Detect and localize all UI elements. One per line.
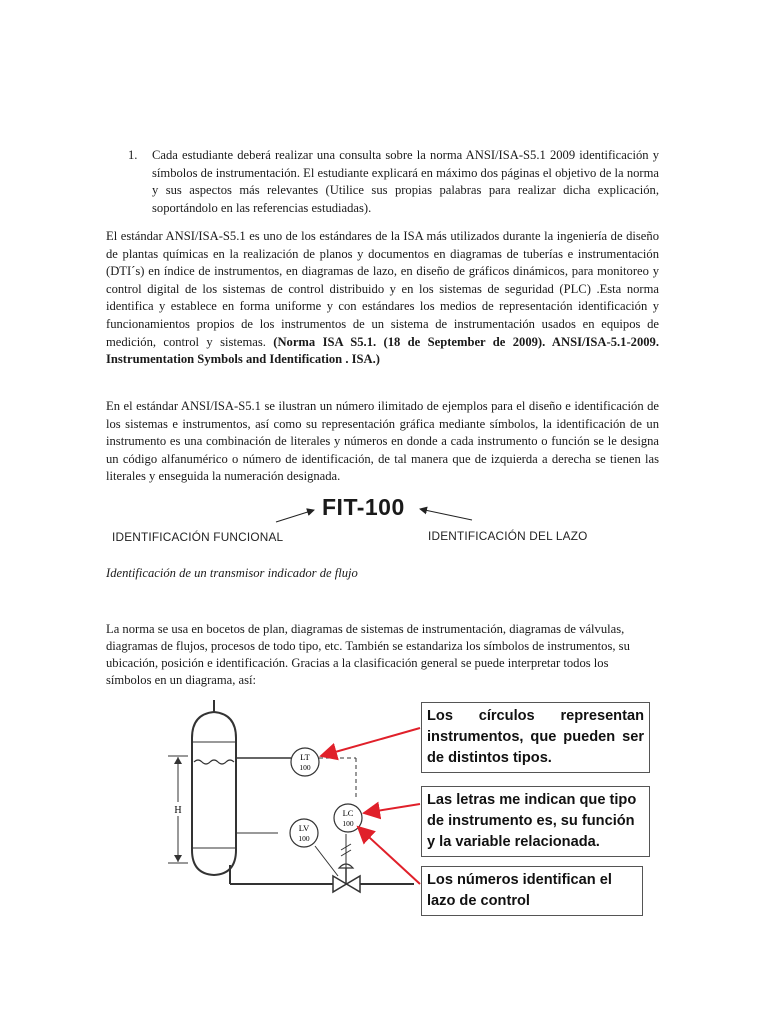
citation: (Norma ISA S5.1. (18 de September de 2009). ANSI/ISA-5.1-2009. Instrumentation Symbols and Identification . ISA.) [106, 334, 659, 367]
list-item-text: Cada estudiante deberá realizar una consulta sobre la norma ANSI/ISA-S5.1 2009 identificación y símbolos de instrumentación. El estudiante explicará en máximo dos páginas el objetivo de la norma y sus aspectos más relevantes (Utilice sus propias palabras para realizar dicha explicación, soportándolo en las referencias estudiadas). [152, 148, 659, 215]
right-arrow [420, 509, 472, 520]
bubble-lc-number: 100 [342, 819, 354, 828]
bubble-lv-letters: LV [298, 823, 310, 833]
tank [192, 700, 236, 875]
bubble-lt-number: 100 [299, 763, 311, 772]
bubble-lv [290, 819, 318, 847]
paragraph-body: El estándar ANSI/ISA-S5.1 es uno de los estándares de la ISA más utilizados durante la ingeniería de diseño de plantas químicas en la realización de planos y documentos en diagramas de tuberías e instrumentación (DTI´s) en índice de instrumentos, en diagramas de lazo, en diseño de gráficos dinámicos, para monitoreo y control digital de los sistemas de control distribuido y en los sistemas de seguridad (PLC) .Esta norma identifica y establece en forma uniforme y con estándares los medios de representación identificación y funcionamientos propios de los instrumentos de un sistema de instrumentación usados en equipos de medición, control y sistemas. [106, 229, 659, 349]
functional-identification-label: IDENTIFICACIÓN FUNCIONAL [112, 530, 284, 544]
left-arrow [276, 510, 314, 522]
figure-caption: Identificación de un transmisor indicador de flujo [106, 566, 358, 580]
instrument-tag: FIT-100 [322, 494, 405, 520]
callout-numbers: Los números identifican el lazo de control [421, 866, 643, 916]
callout-arrows [321, 728, 420, 884]
paragraph-identification: En el estándar ANSI/ISA-S5.1 se ilustran un número ilimitado de ejemplos para el diseño e identificación de los sistemas e instrumentos, así como su representación gráfica mediante símbolos, la identificación de un instrumento es una combinación de literales y números en donde a cada instrumento o función se le designa un código alfanumérico o número de identificación, de tal manera que de izquierda a derecha se tienen las literales y enseguida la numeración designada. [106, 399, 659, 484]
paragraph-usage: La norma se usa en bocetos de plan, diagramas de sistemas de instrumentación, diagramas de válvulas, diagramas de flujos, procesos de todo tipo, etc. También se estandariza los símbolos de instrumentos, su ubicación, posición e identificación. Gracias a la clasificación general se puede interpretar todos los símbolos en un diagrama, así: [106, 622, 630, 687]
bubble-lt [291, 748, 319, 776]
control-valve [333, 864, 360, 892]
bubble-lt-letters: LT [300, 752, 310, 762]
callout-circles: Los círculos representan instrumentos, que pueden ser de distintos tipos. [421, 702, 650, 773]
bubble-lv-number: 100 [298, 834, 310, 843]
loop-identification-label: IDENTIFICACIÓN DEL LAZO [428, 529, 588, 543]
bubble-lc-letters: LC [342, 808, 354, 818]
dimension-label: H [174, 805, 182, 816]
process-piping [230, 758, 414, 884]
list-number: 1. [128, 148, 138, 162]
callout-letters: Las letras me indican que tipo de instrumento es, su función y la variable relacionada. [421, 786, 650, 857]
level-dimension [168, 756, 188, 863]
